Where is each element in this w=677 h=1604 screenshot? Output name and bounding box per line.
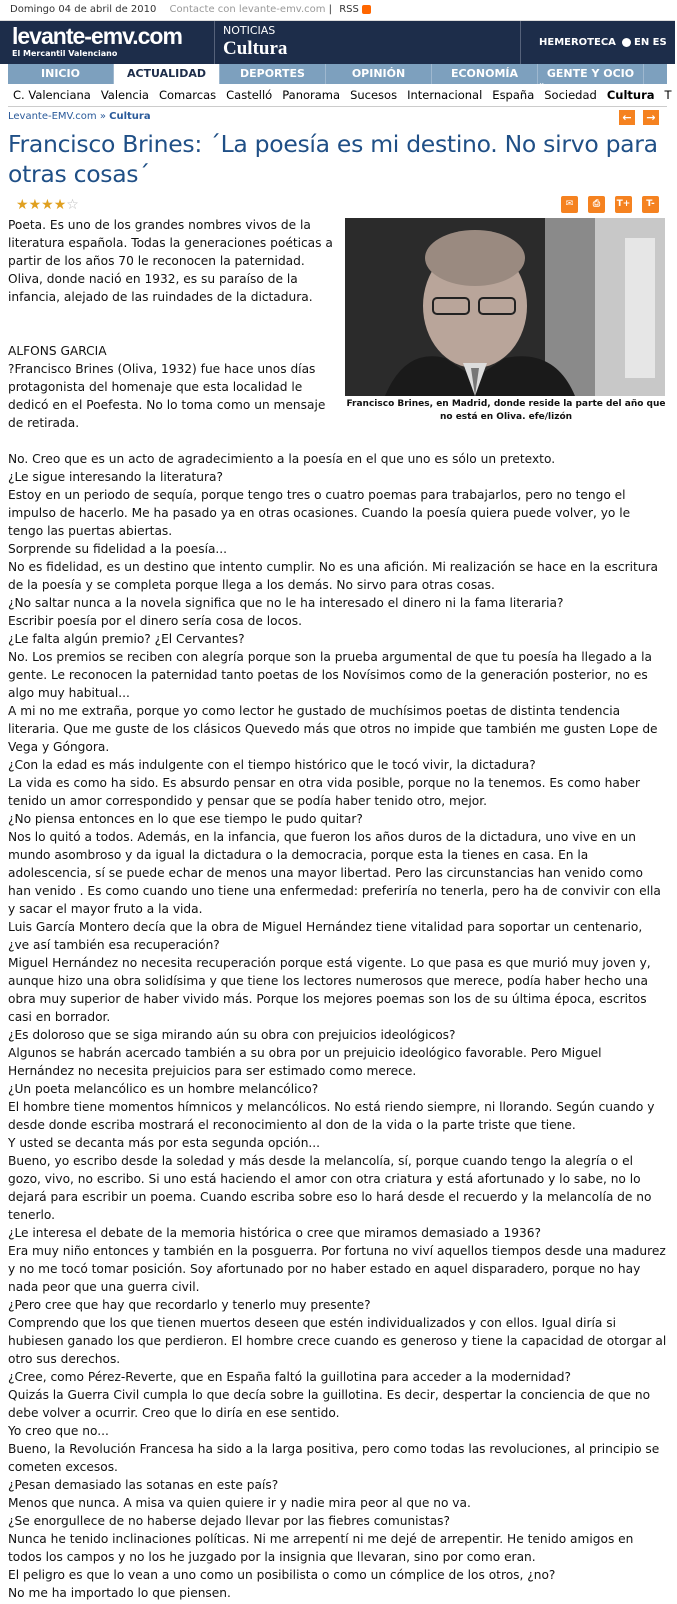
date-text: Domingo 04 de abril de 2010 [10, 4, 157, 15]
section-label: NOTICIAS [223, 24, 276, 37]
article-paragraph: El peligro es que lo vean a uno como un posibilista o como un cómplice de los otros, ¿no? [8, 1568, 556, 1582]
article-title: Francisco Brines: ´La poesía es mi destino. No sirvo para otras cosas´ [8, 130, 658, 188]
article-paragraph: ¿Pesan demasiado las sotanas en este país? [8, 1478, 279, 1492]
portrait-illustration [345, 218, 665, 396]
subnav-item-valencia[interactable]: Valencia [100, 88, 149, 102]
article-paragraph: ¿Le sigue interesando la literatura? [8, 470, 223, 484]
star-icon[interactable]: ★ [16, 197, 29, 213]
star-icon[interactable]: ★ [41, 197, 54, 213]
article-paragraph: Algunos se habrán acercado también a su obra por un prejuicio ideológico favorable. Pero Miguel Hernández no necesita prejuicios para ser estimado como merece. [8, 1046, 602, 1078]
star-icon[interactable]: ★ [28, 197, 42, 213]
article-paragraph: Sorprende su fidelidad a la poesía... [8, 542, 228, 556]
tab-opinion[interactable]: OPINIÓN [326, 64, 432, 84]
subnav-item-panorama[interactable]: Panorama [282, 88, 341, 102]
article-paragraph: No. Creo que es un acto de agradecimiento a la poesía en el que uno es sólo un pretexto. [8, 452, 556, 466]
article-paragraph: Escribir poesía por el dinero sería cosa de locos. [8, 614, 302, 628]
article-body [8, 216, 667, 1602]
article-paragraph: ¿Cree, como Pérez-Reverte, que en España faltó la guillotina para acceder a la modernidad? [8, 1370, 571, 1384]
language-label: EN ES [634, 37, 667, 48]
article-paragraph: Era muy niño entonces y también en la posguerra. Por fortuna no viví aquellos tiempos desde una madurez y no me tocó tomar posición. Soy afortunado por no haber estado en aquel disparadero, porque no hay nada peor que una guerra civil. [8, 1244, 666, 1294]
article-paragraphs [8, 450, 667, 1602]
subnav-item-sucesos[interactable]: Sucesos [350, 88, 398, 102]
subnav-item-c-valenciana[interactable]: C. Valenciana [13, 88, 91, 102]
article-paragraph: Nunca he tenido inclinaciones políticas. Ni me arrepentí ni me dejé de arrepentir. He tenido amigos en todos los campos y no los he juzgado por la insignia que llevaran, sino por como eran. [8, 1532, 634, 1564]
next-arrow-icon[interactable]: → [643, 110, 659, 125]
article-paragraph: Luis García Montero decía que la obra de Miguel Hernández tiene vitalidad para soportar un centenario, ¿ve así también esa recuperación? [8, 920, 643, 952]
article-paragraph: Y usted se decanta más por esta segunda opción... [8, 1136, 321, 1150]
article-paragraph: ¿Le falta algún premio? ¿El Cervantes? [8, 632, 245, 646]
article-lead: Poeta. Es uno de los grandes nombres vivos de la literatura española. Todas la generaciones poéticas a partir de los años 70 le reconocen la paternidad. Oliva, donde nació en 1932, es su paraíso de la infancia, alejado de las ruindades de la dictadura. [8, 218, 333, 304]
tab-deportes[interactable]: DEPORTES [220, 64, 326, 84]
tab-actualidad[interactable]: ACTUALIDAD [114, 64, 220, 84]
subnav-item-espana[interactable]: España [492, 88, 535, 102]
article-paragraph: Comprendo que los que tienen muertos deseen que estén individualizados y con ellos. Igual diría si hubiesen ganado los que perdieron. El hombre crece cuando es generoso y tiene la capacidad de otorgar al otro sus derechos. [8, 1316, 667, 1366]
breadcrumb [8, 111, 667, 129]
rss-link[interactable]: RSS [339, 4, 359, 15]
subnav-item-sociedad[interactable]: Sociedad [544, 88, 597, 102]
site-logo[interactable] [12, 23, 212, 59]
section-name: Cultura [223, 38, 288, 59]
article-paragraph: Miguel Hernández no necesita recuperación porque está vigente. Lo que pasa es que murió muy joven y, aunque hizo una obra solidísima y que tiene los lectores numerosos que merece, podía haber hecho una obra muy superior de haber vivido más. Porque los mejores poemas son los de su última época, escritos casi en borrador. [8, 956, 651, 1024]
article-paragraph: Menos que nunca. A misa va quien quiere ir y nadie mira peor al que no va. [8, 1496, 471, 1510]
print-icon[interactable]: ⎙ [588, 196, 605, 213]
article-paragraph: No me ha importado lo que piensen. [8, 1586, 231, 1600]
radio-icon[interactable] [622, 38, 631, 47]
breadcrumb-site[interactable]: Levante-EMV.com » [8, 111, 106, 122]
top-bar: Domingo 04 de abril de 2010 Contacte con levante-emv.com | RSS [0, 0, 675, 21]
breadcrumb-section[interactable]: Cultura [109, 111, 151, 122]
article-nav-arrows [619, 110, 659, 125]
subnav-item-cultura[interactable]: Cultura [606, 88, 655, 102]
article-author: ALFONS GARCIA [8, 344, 107, 358]
article-toolbar [8, 194, 667, 216]
font-decrease-icon[interactable]: T- [642, 196, 659, 213]
tab-inicio[interactable]: INICIO [8, 64, 114, 84]
sub-nav [8, 84, 672, 107]
photo-caption: Francisco Brines, en Madrid, donde reside la parte del año que no está en Oliva. efe/lizón [346, 399, 666, 422]
logo-name: levante-emv.com [12, 23, 182, 49]
font-increase-icon[interactable]: T+ [615, 196, 632, 213]
article-paragraph: ¿Es doloroso que se siga mirando aún su obra con prejuicios ideológicos? [8, 1028, 456, 1042]
article-paragraph: ¿Con la edad es más indulgente con el tiempo histórico que le tocó vivir, la dictadura? [8, 758, 536, 772]
main-nav [8, 64, 667, 84]
star-empty-icon[interactable]: ☆ [66, 197, 79, 213]
star-icon[interactable]: ★ [53, 197, 67, 213]
article-paragraph: Estoy en un periodo de sequía, porque tengo tres o cuatro poemas para trabajarlos, pero no tengo el impulso de hacerlo. Me ha pasado ya en otras ocasiones. Cuando la poesía quiera puede volver, yo le tengo las puertas abiertas. [8, 488, 631, 538]
portrait-image [345, 218, 665, 396]
article-paragraph: A mi no me extraña, porque yo como lector he gustado de muchísimos poetas de distinta tendencia literaria. Que me guste de los clásicos Quevedo más que otros no impide que también me gusten Lope de Vega y Góngora. [8, 704, 658, 754]
article-paragraph: ¿No piensa entonces en lo que ese tiempo le pudo quitar? [8, 812, 363, 826]
article-tools [561, 196, 659, 213]
previous-arrow-icon[interactable]: ← [619, 110, 635, 125]
subnav-item-castello[interactable]: Castelló [226, 88, 273, 102]
article-paragraph: ¿Pero cree que hay que recordarlo y tenerlo muy presente? [8, 1298, 371, 1312]
article-paragraph: Bueno, yo escribo desde la soledad y más desde la melancolía, sí, porque cuando tengo la alegría o el gozo, vivo, no escribo. Si uno está haciendo el amor con otra criatura y está afortunado y lo sabe, no lo dejará para escribir un poema. Cuando escriba sobre eso lo hará desde el recuerdo y la melancolía de no tenerlo. [8, 1154, 652, 1222]
subnav-item-comarcas[interactable]: Comarcas [158, 88, 217, 102]
rss-icon[interactable] [362, 5, 371, 14]
email-icon[interactable]: ✉ [561, 196, 578, 213]
hemeroteca-link[interactable]: HEMEROTECA » [520, 21, 620, 64]
article-paragraph: ¿Un poeta melancólico es un hombre melancólico? [8, 1082, 319, 1096]
section-heading [214, 21, 287, 64]
subnav-item-internacional[interactable]: Internacional [407, 88, 483, 102]
rating-stars[interactable] [16, 197, 79, 213]
article-paragraph: ¿No saltar nunca a la novela significa que no le ha interesado el dinero ni la fama literaria? [8, 596, 564, 610]
article-paragraph: ¿Se enorgullece de no haberse dejado llevar por las fiebres comunistas? [8, 1514, 450, 1528]
article-paragraph: Quizás la Guerra Civil cumpla lo que decía sobre la guillotina. Es decir, despertar la conciencia de que no debe volver a ocurrir. Creo que lo diría en ese sentido. [8, 1388, 651, 1420]
tab-gente-y-ocio[interactable]: GENTE Y OCIO [538, 64, 644, 84]
article-paragraph: No es fidelidad, es un destino que intento cumplir. No es una afición. Mi realización se hace en la escritura de la poesía y se completa porque llega a los demás. No sirvo para otras cosas. [8, 560, 659, 592]
contact-link[interactable]: Contacte con levante-emv.com [169, 4, 326, 15]
language-selector[interactable] [622, 21, 675, 64]
article-paragraph: El hombre tiene momentos hímnicos y melancólicos. No está riendo siempre, ni llorando. Según cuando y desde donde escriba mostrará el reconocimiento al don de la vida o la parte triste que tiene. [8, 1100, 655, 1132]
article-paragraph: ¿Le interesa el debate de la memoria histórica o cree que miramos demasiado a 1936? [8, 1226, 541, 1240]
article-paragraph: Nos lo quitó a todos. Además, en la infancia, que fueron los años duros de la dictadura, uno vive en un mundo asombroso y da igual la dictadura o la democracia, porque esta la tienes en casa. En la adolescencia, sí se puede echar de menos una mayor libertad. Pero las circunstancias han venido como han venido . Es como cuando uno tiene una enfermedad: preferiría no tenerla, pero ha de convivir con ella y sacar el mayor fruto a la vida. [8, 830, 661, 916]
subnav-item-more[interactable]: T [664, 88, 672, 102]
article-photo [345, 218, 667, 424]
logo-subtitle: El Mercantil Valenciano [12, 49, 118, 58]
article-intro: ?Francisco Brines (Oliva, 1932) fue hace unos días protagonista del homenaje que esta localidad le dedicó en el Poefesta. No lo toma como un mensaje de retirada. [8, 362, 326, 430]
article-paragraph: La vida es como ha sido. Es absurdo pensar en otra vida posible, porque no la tenemos. Es como haber tenido un amor correspondido y pensar que se podía haber tenido otro, mejor. [8, 776, 641, 808]
article-paragraph: Yo creo que no... [8, 1424, 109, 1438]
article-paragraph: No. Los premios se reciben con alegría porque son la prueba argumental de que tu poesía ha llegado a la gente. Le reconocen la paternidad tanto poetas de los Novísimos como de la generación posterior, no es algo muy habitual... [8, 650, 652, 700]
article-paragraph: Bueno, la Revolución Francesa ha sido a la larga positiva, pero como todas las revoluciones, al principio se cometen excesos. [8, 1442, 660, 1474]
tab-economia[interactable]: ECONOMÍA [432, 64, 538, 84]
